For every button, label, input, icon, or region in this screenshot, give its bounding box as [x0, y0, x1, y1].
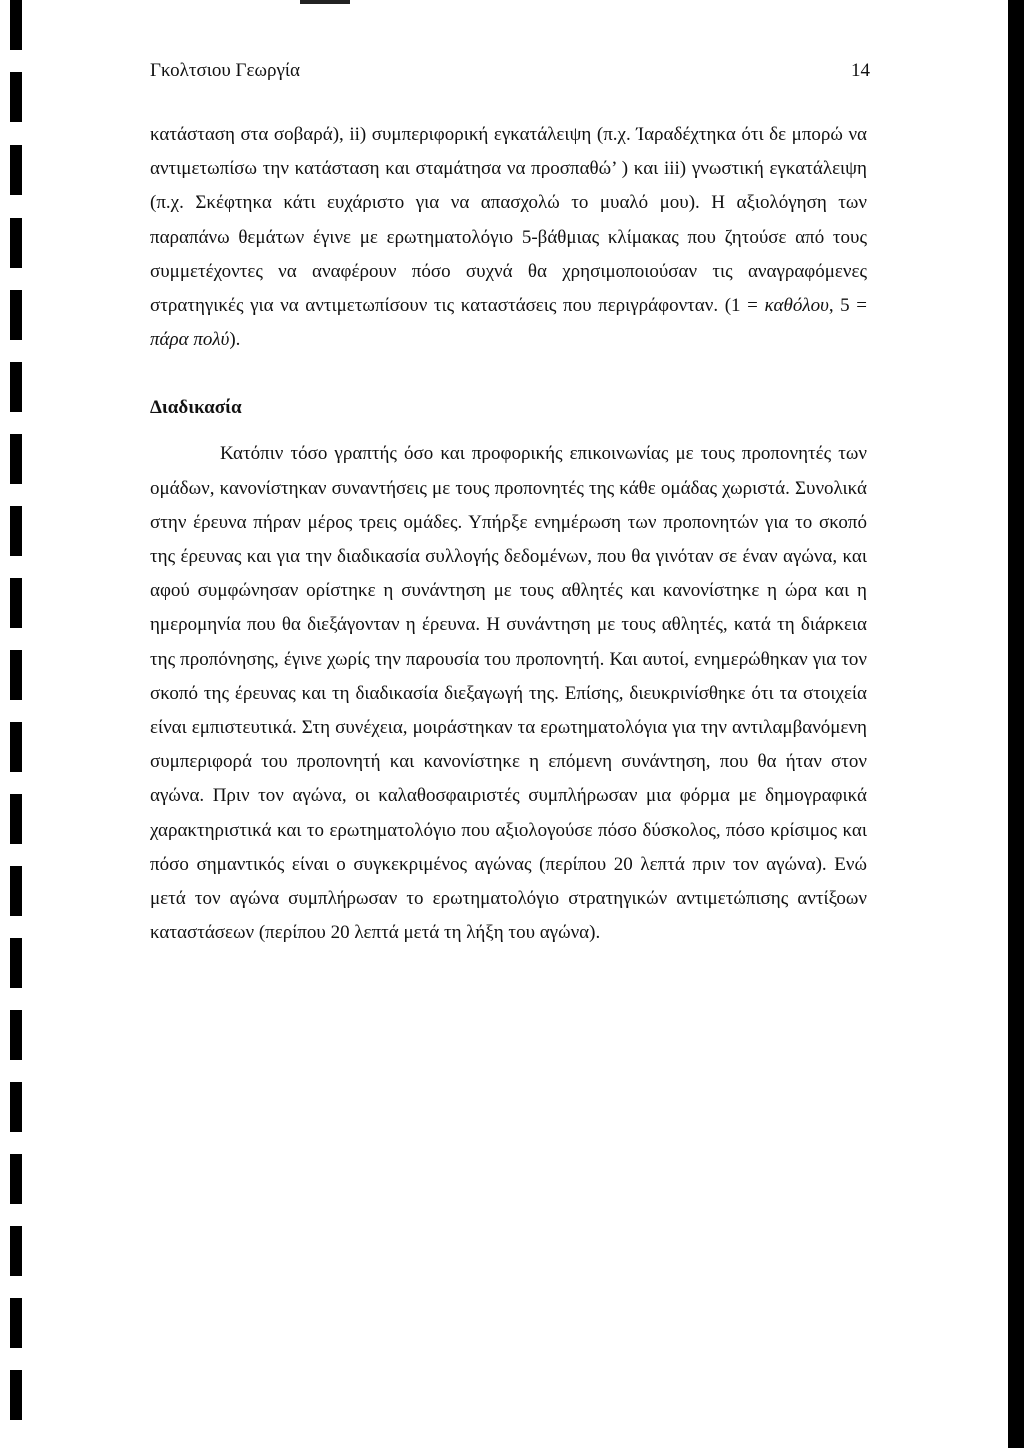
binding-mark	[10, 1298, 22, 1348]
binding-mark	[10, 650, 22, 700]
paragraph-text: ).	[229, 329, 241, 351]
binding-strip	[0, 0, 28, 1448]
scale-label-min: καθόλου	[764, 295, 829, 317]
scan-edge	[1008, 0, 1024, 1448]
section-heading-text: Διαδικασία	[150, 397, 242, 419]
binding-mark	[10, 72, 22, 122]
binding-mark	[10, 578, 22, 628]
paragraph-text: , 5 =	[828, 295, 867, 317]
binding-mark	[10, 0, 22, 50]
binding-mark	[10, 1370, 22, 1420]
binding-mark	[10, 362, 22, 412]
section-heading	[150, 357, 867, 425]
header-author: Γκολτσιου Γεωργία	[150, 60, 300, 81]
page-header	[150, 60, 870, 90]
binding-mark	[10, 1082, 22, 1132]
scan-artifact	[300, 0, 350, 4]
paragraph-coping-measures	[150, 118, 867, 357]
page-body	[150, 118, 867, 950]
binding-mark	[10, 506, 22, 556]
scale-label-max: πάρα πολύ	[150, 329, 230, 351]
binding-mark	[10, 1226, 22, 1276]
binding-mark	[10, 1154, 22, 1204]
paragraph-procedure: Κατόπιν τόσο γραπτής όσο και προφορικής επικοινωνίας με τους προπονητές των ομάδων, κανονίστηκαν συναντήσεις με τους προπονητές της κάθε ομάδας χωριστά. Συνολικά στην έρευνα πήραν μέρος τρεις ομάδες. Υπήρξε ενημέρωση των προπονητών για το σκοπό της έρευνας και για την διαδικασία συλλογής δεδομένων, που θα γινόταν σε έναν αγώνα, και αφού συμφώνησαν ορίστηκε η συνάντηση με τους αθλητές και κανονίστηκε η ώρα και η ημερομηνία που θα διεξάγονταν η έρευνα. Η συνάντηση με τους αθλητές, κατά τη διάρκεια της προπόνησης, έγινε χωρίς την παρουσία του προπονητή. Και αυτοί, ενημερώθηκαν για τον σκοπό της έρευνας και τη διαδικασία διεξαγωγή της. Επίσης, διευκρινίσθηκε ότι τα στοιχεία είναι εμπιστευτικά. Στη συνέχεια, μοιράστηκαν τα ερωτηματολόγια για την αντιλαμβανόμενη συμπεριφορά του προπονητή και κανονίστηκε η επόμενη συνάντηση, που θα ήταν στον αγώνα. Πριν τον αγώνα, οι καλαθοσφαιριστές συμπλήρωσαν μια φόρμα με δημογραφικά χαρακτηριστικά και το ερωτηματολόγιο που αξιολογούσε πόσο δύσκολος, πόσο κρίσιμος και πόσο σημαντικός είναι ο συγκεκριμένος αγώνας (περίπου 20 λεπτά πριν τον αγώνα). Ενώ μετά τον αγώνα συμπλήρωσαν το ερωτηματολόγιο στρατηγικών αντιμετώπισης αντίξοων καταστάσεων (περίπου 20 λεπτά μετά τη λήξη του αγώνα).	[150, 443, 867, 944]
binding-mark	[10, 938, 22, 988]
binding-mark	[10, 290, 22, 340]
page-number: 14	[851, 60, 870, 81]
binding-mark	[10, 866, 22, 916]
paragraph-text: κατάσταση στα σοβαρά), ii) συμπεριφορική εγκατάλειψη (π.χ. Ίαραδέχτηκα ότι δε μπορώ να αντιμετωπίσω την κατάσταση και σταμάτησα να προσπαθώ’ ) και iii) γνωστική εγκατάλειψη (π.χ. Σκέφτηκα κάτι ευχάριστο για να απασχολώ το μυαλό μου). Η αξιολόγηση των παραπάνω θεμάτων έγινε με ερωτηματολόγιο 5-βάθμιας κλίμακας που ζητούσε από τους συμμετέχοντες να αναφέρουν πόσο συχνά θα χρησιμοποιούσαν τις αναγραφόμενες στρατηγικές για να αντιμετωπίσουν τις καταστάσεις που περιγράφονταν. (1 =	[150, 124, 867, 317]
binding-mark	[10, 722, 22, 772]
binding-mark	[10, 434, 22, 484]
binding-mark	[10, 218, 22, 268]
binding-mark	[10, 1010, 22, 1060]
spacer	[150, 425, 867, 437]
binding-mark	[10, 145, 22, 195]
binding-mark	[10, 794, 22, 844]
